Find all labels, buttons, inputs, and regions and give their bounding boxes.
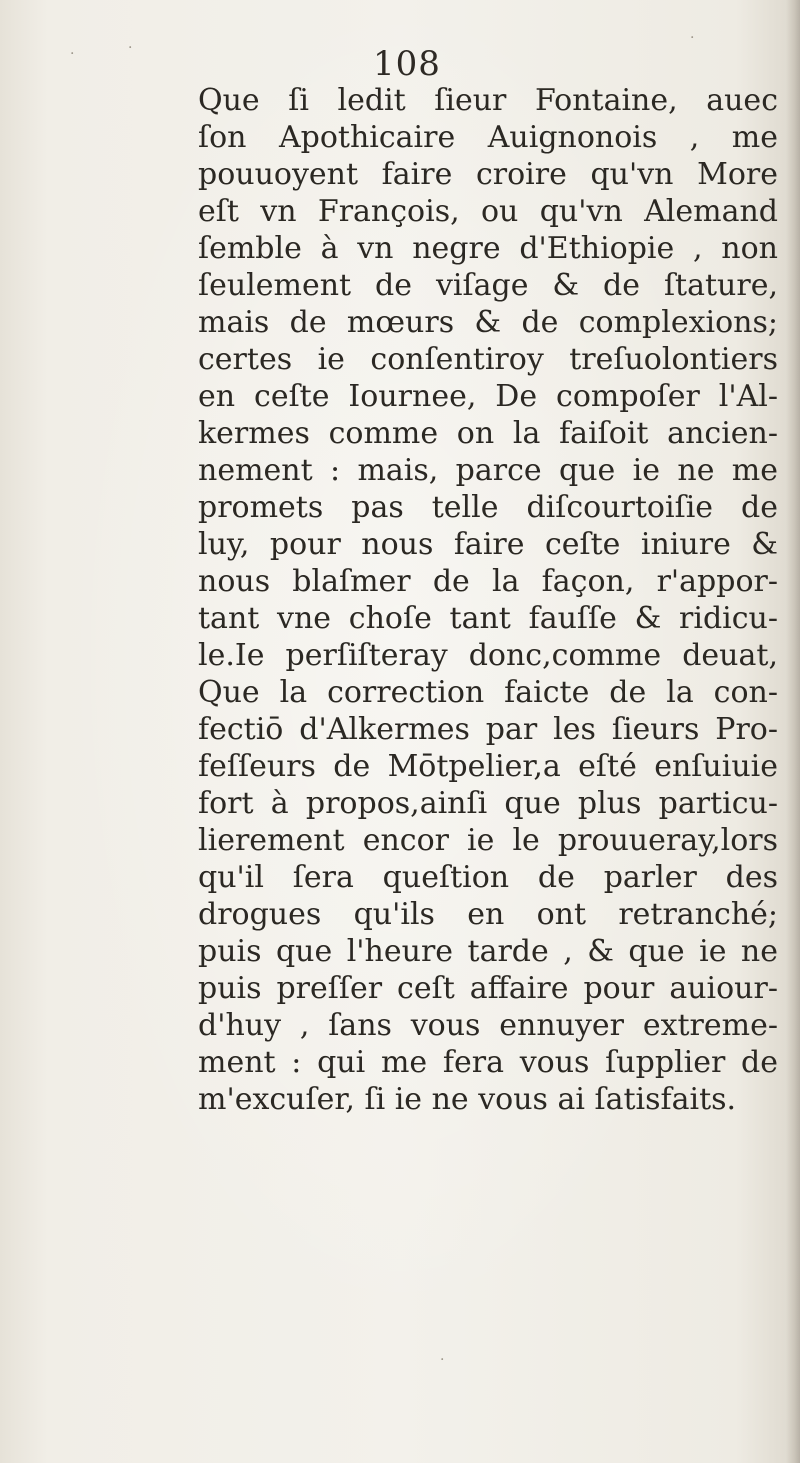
text-line: drogues qu'ils en ont retranché;: [198, 897, 778, 932]
text-line: qu'il ſera queſtion de parler des: [198, 860, 778, 895]
speck: ·: [440, 1352, 445, 1368]
speck: ·: [128, 40, 133, 56]
text-line: mais de mœurs & de complexions;: [198, 305, 778, 340]
speck: ·: [70, 46, 75, 62]
text-line: le.Ie perſiſteray donc,comme deuat,: [198, 638, 778, 673]
text-line: puis que l'heure tarde , & que ie ne: [198, 934, 778, 969]
text-line: lierement encor ie le prouueray,lors: [198, 823, 778, 858]
text-line: feſſeurs de Mōtpelier,a eſté enſuiuie: [198, 749, 778, 784]
text-line: ment : qui me fera vous ſupplier de: [198, 1045, 778, 1080]
body-text: [198, 82, 778, 1118]
text-line: puis preſſer ceſt affaire pour auiour-: [198, 971, 778, 1006]
text-line: kermes comme on la faiſoit ancien-: [198, 416, 778, 451]
text-line: en ceſte Iournee, De compoſer l'Al-: [198, 379, 778, 414]
text-line: Que la correction faicte de la con-: [198, 675, 778, 710]
text-line: ſon Apothicaire Auignonois , me: [198, 120, 778, 155]
text-line: ſeulement de viſage & de ſtature,: [198, 268, 778, 303]
speck: ·: [690, 30, 695, 46]
text-line: tant vne choſe tant fauſſe & ridicu-: [198, 601, 778, 636]
page-number: 108: [373, 44, 441, 84]
text-line: fort à propos,ainſi que plus particu-: [198, 786, 778, 821]
text-line: luy, pour nous faire ceſte iniure &: [198, 527, 778, 562]
page-edge-shadow: [786, 0, 800, 1463]
text-line: nous blaſmer de la façon, r'appor-: [198, 564, 778, 599]
text-line: fectiō d'Alkermes par les ſieurs Pro-: [198, 712, 778, 747]
text-line: pouuoyent faire croire qu'vn More: [198, 157, 778, 192]
text-line: ſemble à vn negre d'Ethiopie , non: [198, 231, 778, 266]
text-line: d'huy , ſans vous ennuyer extreme-: [198, 1008, 778, 1043]
text-line: m'excuſer, ſi ie ne vous ai ſatisfaits.: [198, 1082, 737, 1117]
text-line: certes ie conſentiroy treſuolontiers: [198, 342, 778, 377]
text-line: promets pas telle diſcourtoiſie de: [198, 490, 778, 525]
text-line: eſt vn François, ou qu'vn Alemand: [198, 194, 778, 229]
text-line: Que ſi ledit ſieur Fontaine, auec: [198, 83, 778, 118]
text-line: nement : mais, parce que ie ne me: [198, 453, 778, 488]
